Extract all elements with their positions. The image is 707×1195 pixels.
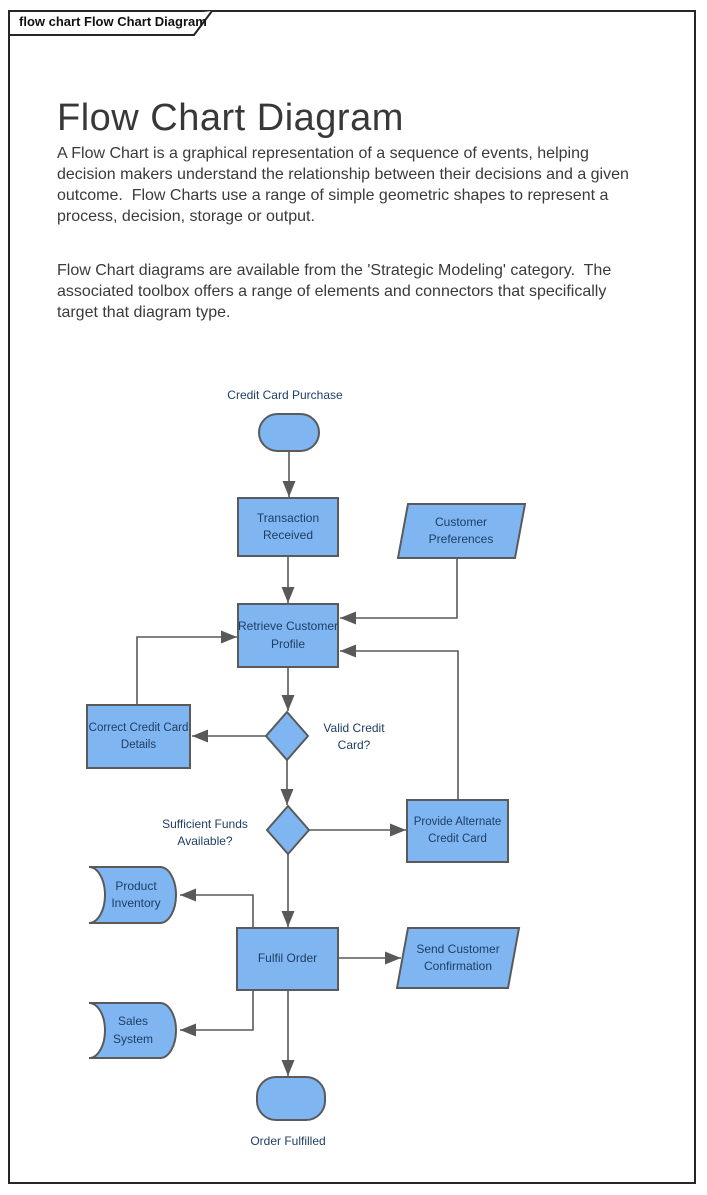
connector-fulfil-to-sales-system: [180, 990, 253, 1030]
process-provide-alternate-credit-card-shape[interactable]: [407, 800, 508, 862]
stored-data-product-inventory-shape[interactable]: [89, 867, 176, 923]
diagram-tab[interactable]: flow chart Flow Chart Diagram: [19, 14, 207, 29]
connector-correct-to-retrieve: [137, 637, 237, 705]
process-provide-alternate-credit-card-label: Provide Alternate Credit Card: [413, 816, 502, 845]
decision-valid-credit-card-label: Valid Credit Card?: [323, 720, 385, 752]
io-customer-preferences-shape[interactable]: [398, 504, 525, 558]
stored-data-product-inventory-label: Product Inventory: [111, 878, 161, 910]
process-correct-credit-card-details-label: Correct Credit Card Details: [88, 721, 189, 751]
io-send-customer-confirmation-shape[interactable]: [397, 928, 519, 988]
process-retrieve-customer-profile-label: Retrieve Customer Profile: [237, 619, 339, 651]
end-terminator-label: Order Fulfilled: [250, 1134, 326, 1149]
process-transaction-received-label: Transaction Received: [256, 510, 320, 542]
connector-preferences-to-retrieve: [340, 558, 457, 618]
connector-provide-to-retrieve: [340, 651, 458, 800]
io-customer-preferences-label: Customer Preferences: [428, 514, 494, 546]
page-title: Flow Chart Diagram: [57, 97, 404, 140]
decision-sufficient-funds-label: Sufficient Funds Available?: [162, 816, 248, 848]
process-retrieve-customer-profile-shape[interactable]: [238, 604, 338, 667]
start-terminator-label: Credit Card Purchase: [227, 388, 343, 403]
io-send-customer-confirmation-label: Send Customer Confirmation: [416, 941, 500, 973]
stored-data-sales-system-label: Sales System: [112, 1014, 153, 1046]
decision-valid-credit-card-shape[interactable]: [266, 712, 308, 760]
connector-fulfil-to-product-inventory: [180, 895, 253, 928]
process-transaction-received-shape[interactable]: [238, 498, 338, 556]
terminator-end-shape[interactable]: [257, 1077, 325, 1120]
intro-paragraph: A Flow Chart is a graphical representation of a sequence of events, helping decision makers understand the relationship between their decisions and a given outcome. Flow Charts use a range of simple geometric shapes to represent a process, decision, storage or output.: [57, 145, 634, 225]
stored-data-sales-system-shape[interactable]: [89, 1003, 176, 1058]
decision-sufficient-funds-shape[interactable]: [267, 806, 309, 854]
terminator-start-shape[interactable]: [259, 414, 319, 451]
process-correct-credit-card-details-shape[interactable]: [87, 705, 190, 768]
process-fulfil-order-label: Fulfil Order: [257, 951, 318, 966]
toolbox-paragraph: Flow Chart diagrams are available from the 'Strategic Modeling' category. The associated toolbox offers a range of elements and connectors that specifically target that diagram type.: [57, 262, 616, 321]
process-fulfil-order-shape[interactable]: [237, 928, 338, 990]
